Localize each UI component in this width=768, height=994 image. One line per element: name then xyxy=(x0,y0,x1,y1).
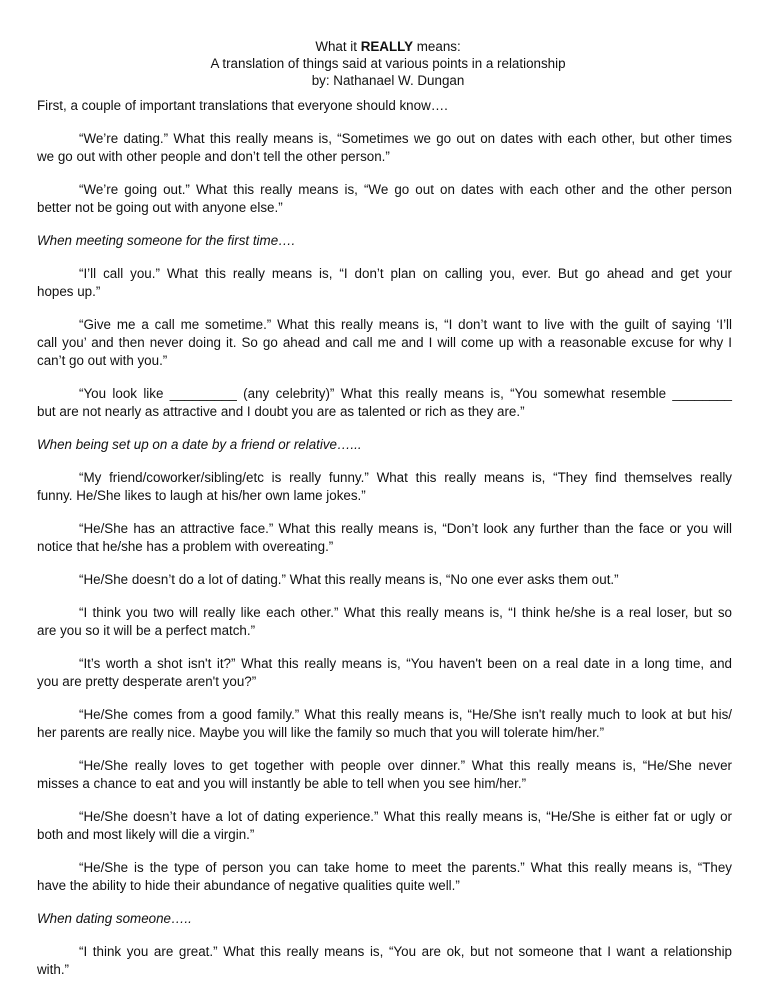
document-header xyxy=(0,38,768,89)
paragraph-line: can’t go out with you.” xyxy=(37,353,168,368)
translation-paragraph xyxy=(37,265,732,301)
paragraph-spacer xyxy=(37,505,732,520)
paragraph-line: both and most likely will die a virgin.” xyxy=(37,827,255,842)
paragraph-line: “He/She comes from a good family.” What this really means is, “He/She isn't really much to look at but his/ xyxy=(79,707,732,722)
paragraph-line: “We’re going out.” What this really means is, “We go out on dates with each other and the other person xyxy=(79,182,732,197)
paragraph-line: funny. He/She likes to laugh at his/her own lame jokes.” xyxy=(37,488,366,503)
paragraph-spacer xyxy=(37,928,732,943)
paragraph-line: “I think you are great.” What this really means is, “You are ok, but not someone that I want a relationship xyxy=(79,944,732,959)
paragraph-line: “It’s worth a shot isn't it?” What this really means is, “You haven't been on a real date in a long time, and xyxy=(79,656,732,671)
translation-paragraph xyxy=(37,316,732,370)
intro-line: First, a couple of important translations that everyone should know…. xyxy=(37,98,448,113)
paragraph-line: “He/She has an attractive face.” What this really means is, “Don’t look any further than the face or you will xyxy=(79,521,732,536)
paragraph-line: “You look like _________ (any celebrity)” What this really means is, “You somewhat resemble ________ xyxy=(79,386,732,401)
translation-paragraph xyxy=(37,808,732,844)
paragraph-line: call you’ and then never doing it. So go ahead and call me and I will come up with a reasonable excuse for why I xyxy=(37,335,732,350)
document-body xyxy=(37,97,732,979)
translation-paragraph xyxy=(37,943,732,979)
translation-paragraph xyxy=(37,604,732,640)
title-suffix: means: xyxy=(413,39,461,54)
paragraph-line: better not be going out with anyone else.” xyxy=(37,200,283,215)
paragraph-line: “He/She doesn’t do a lot of dating.” What this really means is, “No one ever asks them out.” xyxy=(79,572,619,587)
paragraph-spacer xyxy=(37,793,732,808)
section-heading-text: When dating someone….. xyxy=(37,911,192,926)
paragraph-line: “He/She is the type of person you can take home to meet the parents.” What this really means is, “They xyxy=(79,860,732,875)
paragraph-line: but are not nearly as attractive and I doubt you are as talented or rich as they are.” xyxy=(37,404,525,419)
section-heading xyxy=(37,436,732,454)
paragraph-line: are you so it will be a perfect match.” xyxy=(37,623,256,638)
document-title xyxy=(0,38,768,55)
translation-paragraph xyxy=(37,181,732,217)
section-heading xyxy=(37,232,732,250)
translation-paragraph xyxy=(37,757,732,793)
translation-paragraph xyxy=(37,859,732,895)
translation-paragraph xyxy=(37,655,732,691)
translation-paragraph xyxy=(37,130,732,166)
paragraph-line: you are pretty desperate aren't you?” xyxy=(37,674,257,689)
document-subtitle: A translation of things said at various points in a relationship xyxy=(210,56,566,71)
paragraph-spacer xyxy=(37,589,732,604)
document-byline: by: Nathanael W. Dungan xyxy=(311,73,465,88)
paragraph-spacer xyxy=(37,691,732,706)
title-emphasis: REALLY xyxy=(360,39,414,54)
paragraph-line: misses a chance to eat and you will instantly be able to tell when you see him/her.” xyxy=(37,776,527,791)
paragraph-line: “He/She doesn’t have a lot of dating experience.” What this really means is, “He/She is either fat or ugly or xyxy=(79,809,732,824)
paragraph-spacer xyxy=(37,301,732,316)
paragraph-line: “I think you two will really like each other.” What this really means is, “I think he/she is a real loser, but so xyxy=(79,605,732,620)
paragraph-spacer xyxy=(37,895,732,910)
paragraph-spacer xyxy=(37,115,732,130)
paragraph-line: notice that he/she has a problem with overeating.” xyxy=(37,539,334,554)
paragraph-line: have the ability to hide their abundance of negative qualities quite well.” xyxy=(37,878,460,893)
translation-paragraph xyxy=(37,469,732,505)
paragraph-spacer xyxy=(37,640,732,655)
paragraph-line: “I’ll call you.” What this really means is, “I don’t plan on calling you, ever. But go ahead and get your xyxy=(79,266,732,281)
translation-paragraph xyxy=(37,385,732,421)
paragraph-spacer xyxy=(37,742,732,757)
paragraph-spacer xyxy=(37,370,732,385)
section-heading xyxy=(37,910,732,928)
paragraph-line: we go out with other people and don’t tell the other person.” xyxy=(37,149,390,164)
translation-paragraph xyxy=(37,571,732,589)
paragraph-spacer xyxy=(37,166,732,181)
paragraph-line: “He/She really loves to get together with people over dinner.” What this really means is, “He/She never xyxy=(79,758,732,773)
section-heading-text: When meeting someone for the first time…. xyxy=(37,233,296,248)
paragraph-line: with.” xyxy=(37,962,69,977)
paragraph-spacer xyxy=(37,844,732,859)
paragraph-spacer xyxy=(37,250,732,265)
paragraph-line: “We’re dating.” What this really means is, “Sometimes we go out on dates with each other, but other times xyxy=(79,131,732,146)
paragraph-line: her parents are really nice. Maybe you will like the family so much that you will tolerate him/her.” xyxy=(37,725,605,740)
section-heading-text: When being set up on a date by a friend or relative…... xyxy=(37,437,362,452)
intro-paragraph xyxy=(37,97,732,115)
paragraph-spacer xyxy=(37,556,732,571)
title-prefix: What it xyxy=(315,39,361,54)
paragraph-line: hopes up.” xyxy=(37,284,101,299)
paragraph-spacer xyxy=(37,421,732,436)
paragraph-spacer xyxy=(37,217,732,232)
translation-paragraph xyxy=(37,520,732,556)
paragraph-spacer xyxy=(37,454,732,469)
translation-paragraph xyxy=(37,706,732,742)
paragraph-line: “Give me a call me sometime.” What this really means is, “I don’t want to live with the guilt of saying ‘I’ll xyxy=(79,317,732,332)
paragraph-line: “My friend/coworker/sibling/etc is really funny.” What this really means is, “They find themselves really xyxy=(79,470,732,485)
